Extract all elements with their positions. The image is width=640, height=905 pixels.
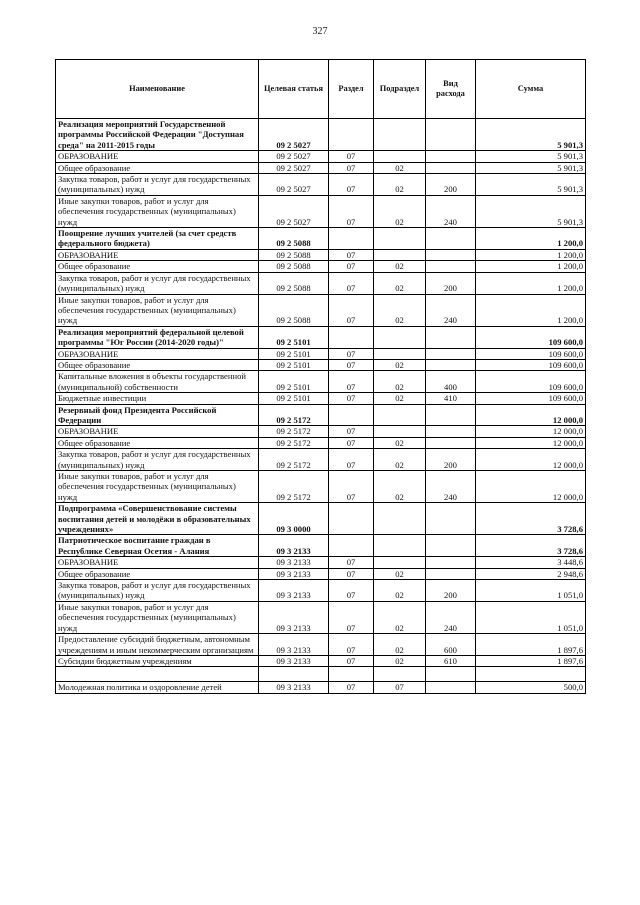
row-name-cell: Закупка товаров, работ и услуг для государственных (муниципальных) нужд: [56, 580, 259, 602]
row-name-cell: ОБРАЗОВАНИЕ: [56, 249, 259, 260]
table-row: [56, 655, 586, 666]
row-subsection-cell: 02: [374, 195, 426, 227]
row-section-cell: 07: [329, 557, 374, 568]
row-subsection-cell: 02: [374, 601, 426, 633]
row-sum-cell: 3 448,6: [476, 557, 586, 568]
row-name-cell: Закупка товаров, работ и услуг для государственных (муниципальных) нужд: [56, 272, 259, 294]
row-name-cell: Молодежная политика и оздоровление детей: [56, 682, 259, 693]
row-section-cell: 07: [329, 393, 374, 404]
table-body: [56, 119, 586, 694]
row-expense-type-cell: 200: [426, 272, 476, 294]
page-number: 327: [312, 26, 328, 37]
row-subsection-cell: 02: [374, 359, 426, 370]
row-name-cell: Подпрограмма «Совершенствование системы воспитания детей и молодёжи в образовательных учреждениях»: [56, 503, 259, 535]
row-subsection-cell: 02: [374, 174, 426, 196]
table-row: [56, 503, 586, 535]
row-sum-cell: 12 000,0: [476, 426, 586, 437]
row-section-cell: 07: [329, 601, 374, 633]
row-name-cell: Закупка товаров, работ и услуг для государственных (муниципальных) нужд: [56, 174, 259, 196]
table-row: [56, 393, 586, 404]
row-code-cell: 09 3 2133: [259, 682, 329, 693]
row-subsection-cell: 02: [374, 393, 426, 404]
table-row: [56, 568, 586, 579]
row-section-cell: 07: [329, 174, 374, 196]
table-row: [56, 437, 586, 448]
row-expense-type-cell: 240: [426, 294, 476, 326]
row-sum-cell: 12 000,0: [476, 449, 586, 471]
row-expense-type-cell: [426, 404, 476, 426]
row-expense-type-cell: [426, 162, 476, 173]
row-subsection-cell: [374, 119, 426, 151]
header-name: Наименование: [56, 60, 259, 119]
row-sum-cell: 1 200,0: [476, 249, 586, 260]
row-subsection-cell: 02: [374, 580, 426, 602]
row-name-cell: Закупка товаров, работ и услуг для государственных (муниципальных) нужд: [56, 449, 259, 471]
table-row: [56, 580, 586, 602]
row-sum-cell: 1 897,6: [476, 655, 586, 666]
row-subsection-cell: [374, 228, 426, 250]
row-expense-type-cell: [426, 437, 476, 448]
row-sum-cell: 5 901,3: [476, 195, 586, 227]
row-expense-type-cell: [426, 249, 476, 260]
table-row: [56, 557, 586, 568]
table-row: [56, 371, 586, 393]
row-expense-type-cell: 410: [426, 393, 476, 404]
table-row: [56, 348, 586, 359]
row-name-cell: Реализация мероприятий федеральной целевой программы "Юг России (2014-2020 годы)": [56, 326, 259, 348]
row-expense-type-cell: [426, 557, 476, 568]
table-row: [56, 119, 586, 151]
table-row: [56, 249, 586, 260]
row-expense-type-cell: [426, 119, 476, 151]
header-subsection: Подраздел: [374, 60, 426, 119]
row-sum-cell: 5 901,3: [476, 174, 586, 196]
row-subsection-cell: 02: [374, 655, 426, 666]
row-expense-type-cell: 200: [426, 449, 476, 471]
row-sum-cell: 5 901,3: [476, 119, 586, 151]
row-code-cell: 09 3 2133: [259, 535, 329, 557]
row-sum-cell: 1 200,0: [476, 272, 586, 294]
row-name-cell: [56, 667, 259, 682]
row-expense-type-cell: [426, 228, 476, 250]
row-subsection-cell: [374, 503, 426, 535]
table-row: [56, 449, 586, 471]
row-section-cell: 07: [329, 249, 374, 260]
row-expense-type-cell: 200: [426, 580, 476, 602]
table-row: [56, 634, 586, 656]
row-code-cell: 09 2 5101: [259, 326, 329, 348]
row-expense-type-cell: [426, 261, 476, 272]
row-expense-type-cell: 600: [426, 634, 476, 656]
row-subsection-cell: 02: [374, 272, 426, 294]
row-section-cell: 07: [329, 437, 374, 448]
row-sum-cell: [476, 667, 586, 682]
row-code-cell: 09 3 2133: [259, 557, 329, 568]
row-expense-type-cell: [426, 348, 476, 359]
row-sum-cell: 109 600,0: [476, 348, 586, 359]
row-sum-cell: 1 200,0: [476, 294, 586, 326]
row-code-cell: 09 3 2133: [259, 634, 329, 656]
row-section-cell: 07: [329, 426, 374, 437]
row-sum-cell: 109 600,0: [476, 359, 586, 370]
row-name-cell: Капитальные вложения в объекты государственной (муниципальной) собственности: [56, 371, 259, 393]
table-row: [56, 174, 586, 196]
table-row: [56, 404, 586, 426]
row-code-cell: 09 2 5101: [259, 348, 329, 359]
row-name-cell: Поощрение лучших учителей (за счет средств федерального бюджета): [56, 228, 259, 250]
row-subsection-cell: [374, 404, 426, 426]
row-expense-type-cell: 240: [426, 195, 476, 227]
row-expense-type-cell: [426, 151, 476, 162]
row-expense-type-cell: 400: [426, 371, 476, 393]
row-sum-cell: 1 051,0: [476, 580, 586, 602]
row-subsection-cell: [374, 426, 426, 437]
row-expense-type-cell: [426, 503, 476, 535]
row-sum-cell: 1 200,0: [476, 228, 586, 250]
row-subsection-cell: 02: [374, 437, 426, 448]
row-section-cell: [329, 119, 374, 151]
row-section-cell: 07: [329, 272, 374, 294]
row-section-cell: 07: [329, 568, 374, 579]
table-row: [56, 426, 586, 437]
row-sum-cell: 5 901,3: [476, 162, 586, 173]
row-subsection-cell: [374, 348, 426, 359]
row-name-cell: Резервный фонд Президента Российской Федерации: [56, 404, 259, 426]
table-row: [56, 228, 586, 250]
row-section-cell: 07: [329, 348, 374, 359]
row-section-cell: 07: [329, 580, 374, 602]
budget-table: [55, 59, 586, 694]
row-sum-cell: 1 051,0: [476, 601, 586, 633]
table-row: [56, 326, 586, 348]
row-section-cell: 07: [329, 449, 374, 471]
row-sum-cell: 109 600,0: [476, 393, 586, 404]
table-row: [56, 272, 586, 294]
row-section-cell: 07: [329, 359, 374, 370]
row-code-cell: 09 2 5088: [259, 261, 329, 272]
row-subsection-cell: 02: [374, 568, 426, 579]
table-spacer-row: [56, 667, 586, 682]
row-subsection-cell: 02: [374, 471, 426, 503]
row-code-cell: 09 3 2133: [259, 655, 329, 666]
row-name-cell: Общее образование: [56, 261, 259, 272]
row-code-cell: 09 2 5172: [259, 404, 329, 426]
row-subsection-cell: [374, 557, 426, 568]
row-subsection-cell: 02: [374, 371, 426, 393]
row-code-cell: 09 2 5027: [259, 195, 329, 227]
row-expense-type-cell: [426, 568, 476, 579]
row-section-cell: 07: [329, 162, 374, 173]
row-subsection-cell: [374, 326, 426, 348]
row-expense-type-cell: 240: [426, 471, 476, 503]
table-row: [56, 682, 586, 693]
row-expense-type-cell: 610: [426, 655, 476, 666]
row-name-cell: Общее образование: [56, 359, 259, 370]
row-name-cell: Общее образование: [56, 568, 259, 579]
row-expense-type-cell: [426, 667, 476, 682]
header-sum: Сумма: [476, 60, 586, 119]
table-row: [56, 151, 586, 162]
row-sum-cell: 12 000,0: [476, 471, 586, 503]
row-subsection-cell: 02: [374, 261, 426, 272]
table-row: [56, 535, 586, 557]
table-row: [56, 261, 586, 272]
table-row: [56, 471, 586, 503]
row-name-cell: Иные закупки товаров, работ и услуг для обеспечения государственных (муниципальных) нужд: [56, 195, 259, 227]
row-code-cell: 09 2 5172: [259, 426, 329, 437]
row-section-cell: [329, 326, 374, 348]
row-sum-cell: 5 901,3: [476, 151, 586, 162]
table-row: [56, 294, 586, 326]
row-sum-cell: 1 200,0: [476, 261, 586, 272]
row-name-cell: Реализация мероприятий Государственной программы Российской Федерации "Доступная среда" на 2011-2015 годы: [56, 119, 259, 151]
row-code-cell: 09 2 5027: [259, 119, 329, 151]
row-sum-cell: 3 728,6: [476, 535, 586, 557]
row-subsection-cell: [374, 151, 426, 162]
row-subsection-cell: [374, 535, 426, 557]
row-expense-type-cell: [426, 359, 476, 370]
row-name-cell: ОБРАЗОВАНИЕ: [56, 151, 259, 162]
row-name-cell: Предоставление субсидий бюджетным, автономным учреждениям и иным некоммерческим организациям: [56, 634, 259, 656]
row-code-cell: 09 2 5027: [259, 174, 329, 196]
row-section-cell: 07: [329, 471, 374, 503]
row-section-cell: 07: [329, 634, 374, 656]
row-section-cell: 07: [329, 261, 374, 272]
row-code-cell: 09 2 5027: [259, 151, 329, 162]
row-subsection-cell: 02: [374, 294, 426, 326]
row-name-cell: Бюджетные инвестиции: [56, 393, 259, 404]
row-code-cell: 09 2 5088: [259, 249, 329, 260]
row-sum-cell: 3 728,6: [476, 503, 586, 535]
header-code: Целевая статья: [259, 60, 329, 119]
row-section-cell: 07: [329, 655, 374, 666]
row-expense-type-cell: [426, 326, 476, 348]
row-code-cell: [259, 667, 329, 682]
row-code-cell: 09 3 2133: [259, 601, 329, 633]
row-name-cell: ОБРАЗОВАНИЕ: [56, 557, 259, 568]
row-code-cell: 09 2 5088: [259, 294, 329, 326]
row-expense-type-cell: 200: [426, 174, 476, 196]
row-code-cell: 09 2 5101: [259, 371, 329, 393]
row-name-cell: Иные закупки товаров, работ и услуг для обеспечения государственных (муниципальных) нужд: [56, 294, 259, 326]
row-section-cell: 07: [329, 371, 374, 393]
row-sum-cell: 1 897,6: [476, 634, 586, 656]
table-header-row: [56, 60, 586, 119]
row-name-cell: Общее образование: [56, 162, 259, 173]
row-subsection-cell: [374, 249, 426, 260]
table-row: [56, 601, 586, 633]
row-section-cell: [329, 404, 374, 426]
row-name-cell: ОБРАЗОВАНИЕ: [56, 426, 259, 437]
row-code-cell: 09 3 2133: [259, 568, 329, 579]
row-code-cell: 09 2 5172: [259, 471, 329, 503]
row-subsection-cell: 02: [374, 162, 426, 173]
row-subsection-cell: 07: [374, 682, 426, 693]
row-section-cell: 07: [329, 682, 374, 693]
row-name-cell: Иные закупки товаров, работ и услуг для обеспечения государственных (муниципальных) нужд: [56, 601, 259, 633]
row-code-cell: 09 2 5088: [259, 272, 329, 294]
table-row: [56, 359, 586, 370]
row-subsection-cell: [374, 667, 426, 682]
table-row: [56, 162, 586, 173]
row-expense-type-cell: [426, 535, 476, 557]
row-sum-cell: 109 600,0: [476, 371, 586, 393]
row-code-cell: 09 2 5101: [259, 393, 329, 404]
row-name-cell: Общее образование: [56, 437, 259, 448]
row-name-cell: Иные закупки товаров, работ и услуг для обеспечения государственных (муниципальных) нужд: [56, 471, 259, 503]
header-section: Раздел: [329, 60, 374, 119]
row-section-cell: 07: [329, 151, 374, 162]
row-name-cell: Патриотическое воспитание граждан в Республике Северная Осетия - Алания: [56, 535, 259, 557]
row-sum-cell: 500,0: [476, 682, 586, 693]
row-code-cell: 09 2 5172: [259, 449, 329, 471]
row-code-cell: 09 2 5101: [259, 359, 329, 370]
row-section-cell: 07: [329, 195, 374, 227]
row-code-cell: 09 2 5088: [259, 228, 329, 250]
row-sum-cell: 2 948,6: [476, 568, 586, 579]
row-expense-type-cell: 240: [426, 601, 476, 633]
header-expense-type: Вид расхода: [426, 60, 476, 119]
row-sum-cell: 12 000,0: [476, 437, 586, 448]
row-code-cell: 09 2 5027: [259, 162, 329, 173]
row-section-cell: 07: [329, 294, 374, 326]
row-expense-type-cell: [426, 682, 476, 693]
row-name-cell: ОБРАЗОВАНИЕ: [56, 348, 259, 359]
table-row: [56, 195, 586, 227]
row-sum-cell: 12 000,0: [476, 404, 586, 426]
row-section-cell: [329, 535, 374, 557]
row-subsection-cell: 02: [374, 634, 426, 656]
row-section-cell: [329, 503, 374, 535]
row-sum-cell: 109 600,0: [476, 326, 586, 348]
row-code-cell: 09 3 2133: [259, 580, 329, 602]
row-name-cell: Субсидии бюджетным учреждениям: [56, 655, 259, 666]
row-section-cell: [329, 667, 374, 682]
row-subsection-cell: 02: [374, 449, 426, 471]
row-expense-type-cell: [426, 426, 476, 437]
row-code-cell: 09 3 0000: [259, 503, 329, 535]
row-code-cell: 09 2 5172: [259, 437, 329, 448]
row-section-cell: [329, 228, 374, 250]
